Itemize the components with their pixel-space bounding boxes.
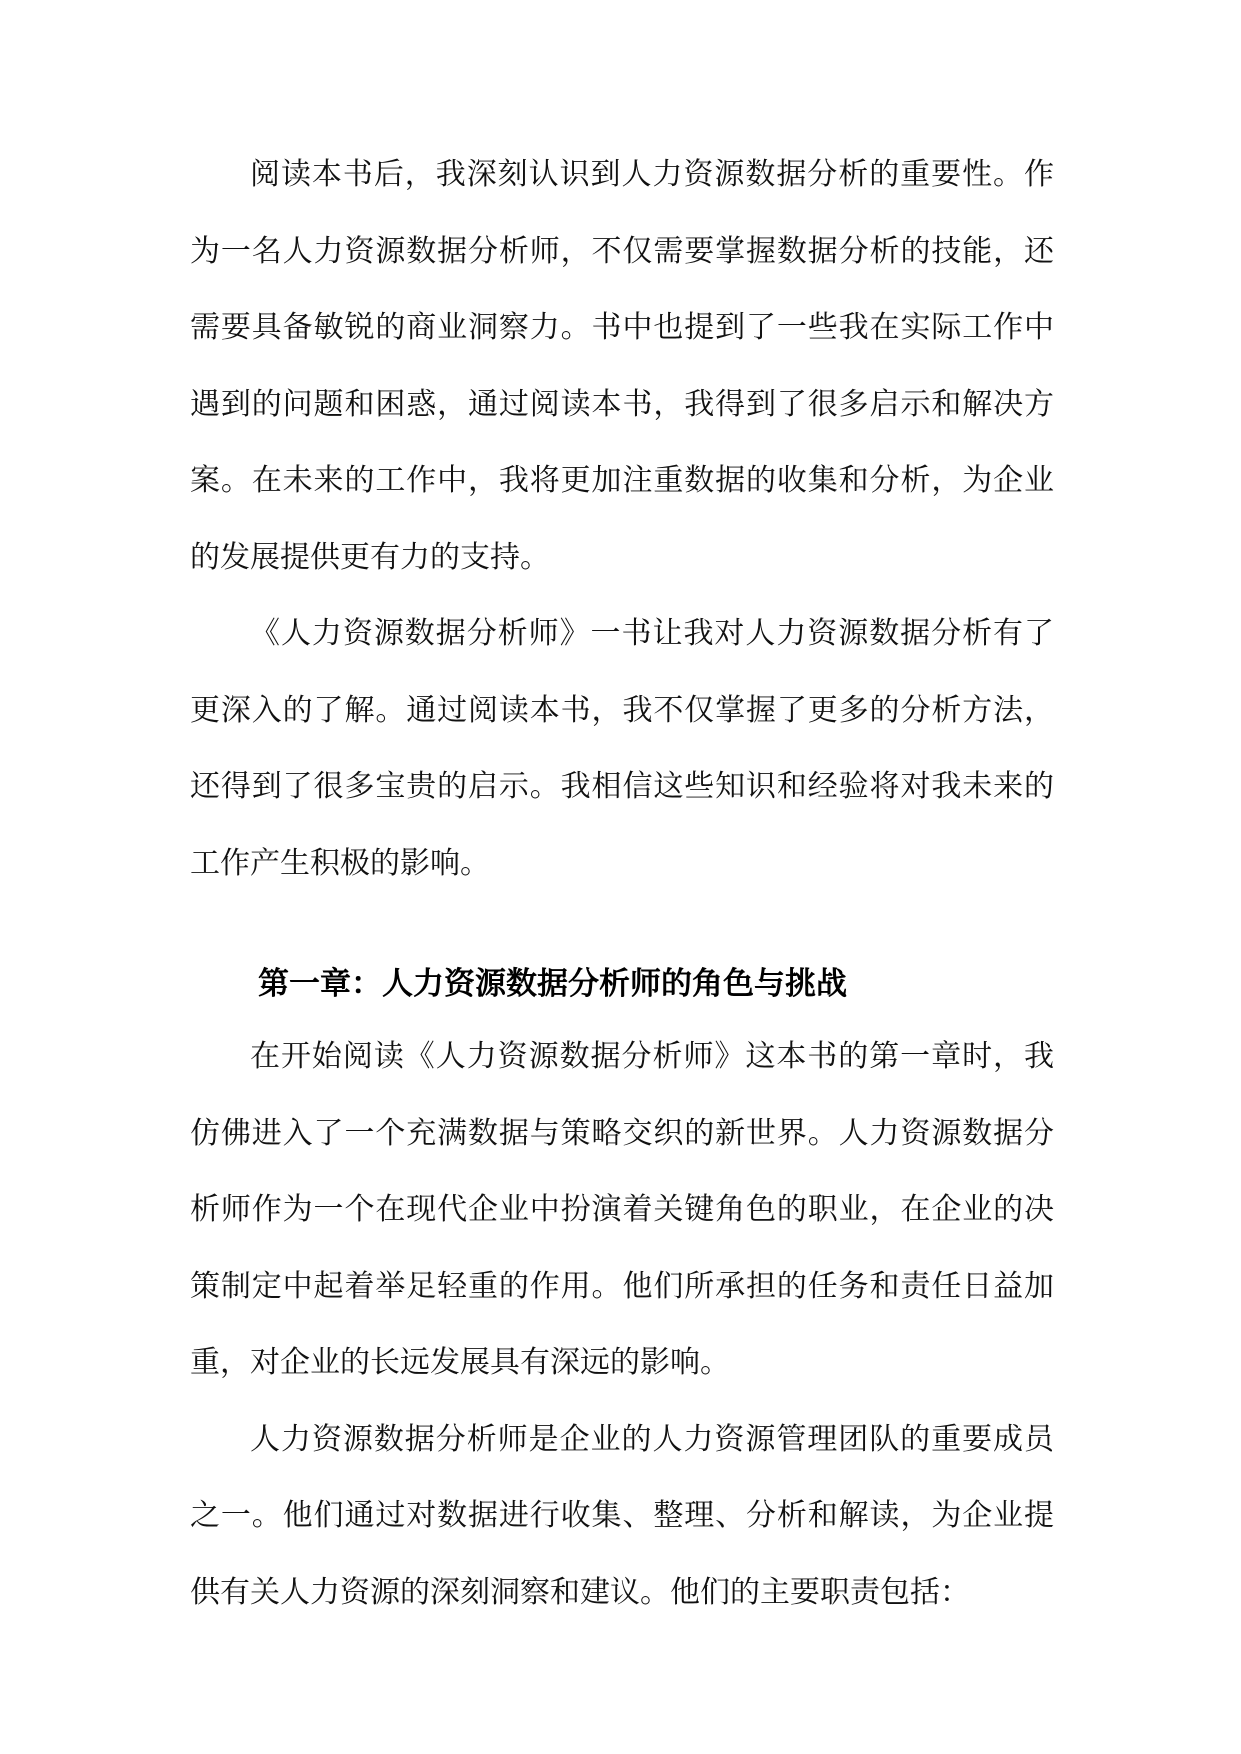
body-paragraph: 《人力资源数据分析师》一书让我对人力资源数据分析有了更深入的了解。通过阅读本书，我不仅掌握了更多的分析方法，还得到了很多宝贵的启示。我相信这些知识和经验将对我未来的工作产生积极的影响。 (190, 616, 1054, 881)
chapter-heading: 第一章：人力资源数据分析师的角色与挑战 (258, 966, 847, 1002)
body-paragraph: 在开始阅读《人力资源数据分析师》这本书的第一章时，我仿佛进入了一个充满数据与策略交织的新世界。人力资源数据分析师作为一个在现代企业中扮演着关键角色的职业，在企业的决策制定中起着举足轻重的作用。他们所承担的任务和责任日益加重，对企业的长远发展具有深远的影响。 (190, 1039, 1054, 1380)
document-body (190, 137, 1054, 1631)
body-paragraph: 阅读本书后，我深刻认识到人力资源数据分析的重要性。作为一名人力资源数据分析师，不仅需要掌握数据分析的技能，还需要具备敏锐的商业洞察力。书中也提到了一些我在实际工作中遇到的问题和困惑，通过阅读本书，我得到了很多启示和解决方案。在未来的工作中，我将更加注重数据的收集和分析，为企业的发展提供更有力的支持。 (190, 157, 1054, 575)
body-paragraph: 人力资源数据分析师是企业的人力资源管理团队的重要成员之一。他们通过对数据进行收集、整理、分析和解读，为企业提供有关人力资源的深刻洞察和建议。他们的主要职责包括： (190, 1421, 1054, 1610)
